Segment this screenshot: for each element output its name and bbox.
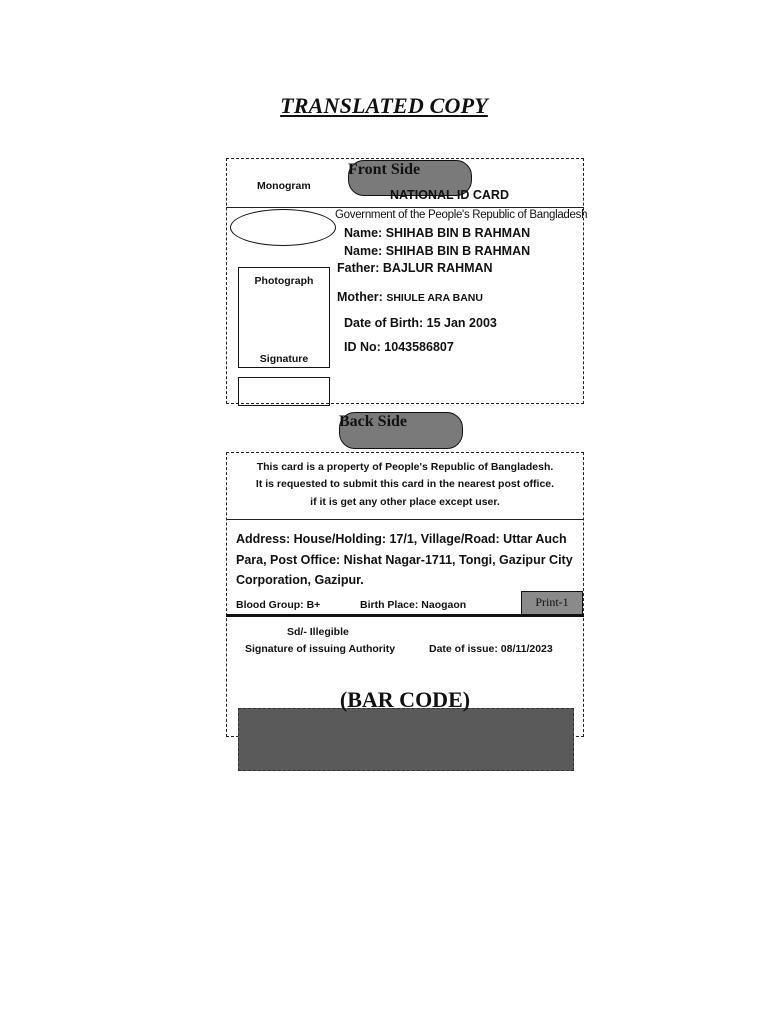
father-label: Father: bbox=[337, 261, 380, 275]
name-en-row bbox=[344, 244, 530, 258]
government-line: Government of the People's Republic of Bangladesh bbox=[335, 209, 588, 221]
card-title: NATIONAL ID CARD bbox=[390, 188, 509, 202]
dob-label: Date of Birth: bbox=[344, 316, 424, 330]
barcode-label: (BAR CODE) bbox=[339, 687, 471, 712]
name-en-value: SHIHAB BIN B RAHMAN bbox=[385, 244, 531, 258]
father-value: BAJLUR RAHMAN bbox=[382, 261, 493, 275]
monogram-label: Monogram bbox=[257, 180, 311, 192]
dob-row bbox=[344, 316, 497, 330]
name-bn-label: Name: bbox=[344, 226, 383, 240]
notice-line-3: if it is get any other place except user. bbox=[310, 496, 500, 508]
front-side-label: Front Side bbox=[348, 161, 421, 178]
emblem-oval bbox=[230, 209, 336, 246]
notice-line-1: This card is a property of People's Republic of Bangladesh. bbox=[256, 461, 554, 473]
birth-place: Birth Place: Naogaon bbox=[360, 599, 467, 611]
id-value: 1043586807 bbox=[384, 340, 454, 354]
front-header-divider bbox=[226, 207, 584, 208]
blood-group: Blood Group: B+ bbox=[236, 599, 321, 611]
signature-box bbox=[238, 377, 330, 406]
document-title: TRANSLATED COPY bbox=[280, 93, 488, 118]
id-row bbox=[344, 340, 454, 354]
barcode-box bbox=[238, 708, 574, 771]
mother-label: Mother: bbox=[337, 290, 383, 304]
photograph-label: Photograph bbox=[254, 275, 314, 287]
id-label: ID No: bbox=[344, 340, 381, 354]
address-text: Address: House/Holding: 17/1, Village/Road: Uttar Auch Para, Post Office: Nishat Nagar-1711, Tongi, Gazipur City Corporation, Gazipur. bbox=[236, 532, 573, 587]
date-of-issue: Date of issue: 08/11/2023 bbox=[429, 643, 553, 655]
mother-row bbox=[337, 290, 483, 304]
dob-value: 15 Jan 2003 bbox=[426, 316, 497, 330]
notice-line-2: It is requested to submit this card in the nearest post office. bbox=[255, 478, 555, 490]
father-row bbox=[337, 261, 493, 275]
signature-authority: Signature of issuing Authority bbox=[245, 643, 396, 655]
mother-value: SHIULE ARA BANU bbox=[386, 292, 483, 304]
name-en-label: Name: bbox=[344, 244, 383, 258]
back-side-label: Back Side bbox=[339, 413, 408, 430]
back-notice-divider bbox=[226, 519, 584, 520]
print-tag: Print-1 bbox=[521, 591, 583, 615]
sd-illegible: Sd/- Illegible bbox=[287, 626, 349, 638]
name-bn-row bbox=[344, 226, 530, 240]
name-bn-value: SHIHAB BIN B RAHMAN bbox=[385, 226, 531, 240]
signature-label: Signature bbox=[259, 353, 309, 365]
